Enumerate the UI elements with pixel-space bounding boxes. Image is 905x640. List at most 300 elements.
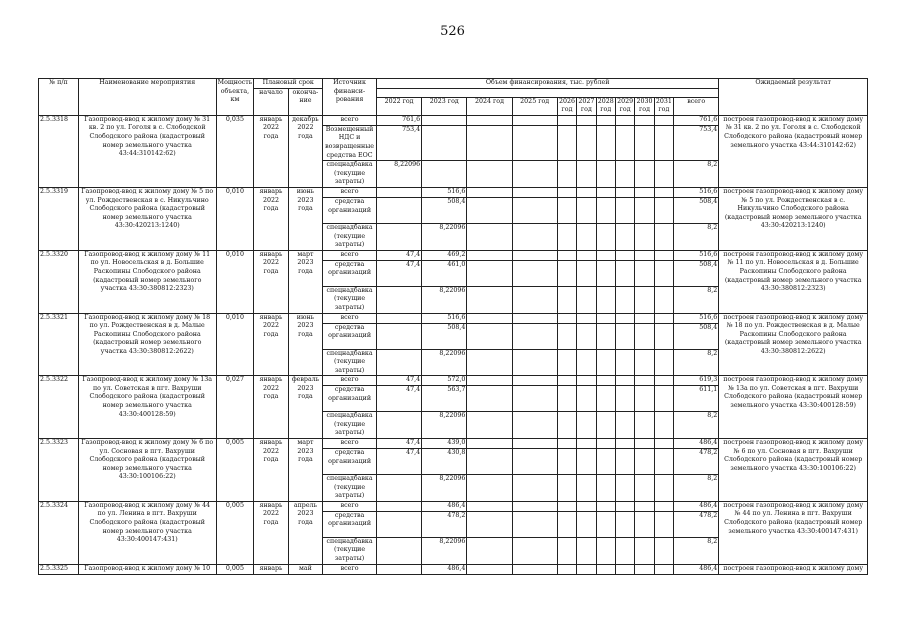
amount-empty [635,349,654,376]
amount-2022: 8,22096 [376,161,421,188]
start-date: январь 2022 года [254,501,288,564]
amount-2023: 486,4 [422,564,467,574]
amount-total: 8,2 [674,223,719,250]
amount-empty [615,313,634,323]
amount-empty [512,386,557,412]
amount-empty [512,260,557,286]
amount-empty [557,511,576,537]
amount-2022 [376,187,421,197]
funding-source: спецнадбавка (текущие затраты) [323,223,377,250]
capacity-value: 0,010 [216,313,254,376]
amount-2022: 761,6 [376,115,421,125]
header-year: 2028 год [596,97,615,115]
amount-empty [512,250,557,260]
amount-empty [596,501,615,511]
amount-2023: 8,22096 [422,412,467,439]
funding-source: всего [323,115,377,125]
capacity-value: 0,027 [216,376,254,439]
amount-2022 [376,511,421,537]
amount-empty [635,115,654,125]
amount-empty [467,475,512,502]
amount-2022 [376,349,421,376]
amount-empty [654,260,673,286]
amount-2022: 47,4 [376,260,421,286]
amount-empty [635,386,654,412]
funding-source: всего [323,564,377,574]
amount-total: 8,2 [674,412,719,439]
amount-empty [596,323,615,349]
amount-empty [512,187,557,197]
amount-empty [577,349,596,376]
amount-empty [557,323,576,349]
amount-empty [512,313,557,323]
amount-empty [557,286,576,313]
amount-empty [467,250,512,260]
amount-empty [577,511,596,537]
amount-2022 [376,197,421,223]
funding-source: средства организаций [323,511,377,537]
amount-2022: 47,4 [376,386,421,412]
amount-empty [467,323,512,349]
amount-empty [635,475,654,502]
amount-empty [467,412,512,439]
header-end: оконча-ние [288,88,322,115]
activity-name: Газопровод-ввод к жилому дому № 13а по ул. Советская в пгт. Вахруши Слободского района (кадастровый номер земельного участка 43:30:400128:59) [78,376,216,439]
funding-source: спецнадбавка (текущие затраты) [323,412,377,439]
start-date: январь [254,564,288,574]
amount-empty [557,197,576,223]
amount-empty [557,313,576,323]
amount-total: 508,4 [674,260,719,286]
amount-empty [467,439,512,449]
amount-empty [577,386,596,412]
amount-empty [596,376,615,386]
amount-empty [577,313,596,323]
end-date: апрель 2023 года [288,501,322,564]
amount-empty [577,501,596,511]
amount-empty [557,386,576,412]
amount-2023: 8,22096 [422,349,467,376]
amount-empty [512,323,557,349]
activity-name: Газопровод-ввод к жилому дому № 44 по ул. Ленина в пгт. Вахруши Слободского района (кадастровый номер земельного участка 43:30:400147:431) [78,501,216,564]
amount-empty [512,125,557,160]
expected-result: построен газопровод-ввод к жилому дому № 13а по ул. Советская в пгт. Вахруши Слободского района (кадастровый номер земельного участка 43:30:400128:59) [719,376,868,439]
row-number: 2.5.3319 [39,187,79,250]
amount-empty [467,501,512,511]
amount-empty [596,349,615,376]
amount-2023: 563,7 [422,386,467,412]
amount-empty [512,376,557,386]
amount-empty [654,501,673,511]
amount-2023: 516,6 [422,187,467,197]
amount-empty [615,260,634,286]
amount-empty [654,197,673,223]
amount-empty [654,511,673,537]
funding-source: средства организаций [323,386,377,412]
amount-2022: 47,4 [376,439,421,449]
amount-empty [557,412,576,439]
amount-total: 753,4 [674,125,719,160]
amount-empty [635,439,654,449]
amount-empty [635,412,654,439]
header-year: 2024 год [467,97,512,115]
amount-total: 478,2 [674,511,719,537]
amount-empty [577,376,596,386]
amount-empty [577,250,596,260]
amount-empty [467,386,512,412]
amount-empty [596,250,615,260]
amount-empty [654,161,673,188]
header-total: всего [674,97,719,115]
expected-result: построен газопровод-ввод к жилому дому № 44 по ул. Ленина в пгт. Вахруши Слободского района (кадастровый номер земельного участка 43:30:400147:431) [719,501,868,564]
amount-empty [557,125,576,160]
amount-empty [635,161,654,188]
table-row [39,187,868,197]
amount-empty [635,449,654,475]
amount-empty [512,564,557,574]
amount-empty [577,412,596,439]
amount-empty [654,475,673,502]
amount-empty [512,449,557,475]
row-number: 2.5.3323 [39,439,79,502]
amount-empty [557,501,576,511]
amount-empty [557,439,576,449]
amount-empty [467,349,512,376]
activity-name: Газопровод-ввод к жилому дому № 5 по ул. Рождественская в с. Никульчино Слободского района (кадастровый номер земельного участка 43:30:420213:1240) [78,187,216,250]
end-date: май [288,564,322,574]
amount-total: 8,2 [674,475,719,502]
expected-result: построен газопровод-ввод к жилому дому № 6 по ул. Сосновая в пгт. Вахруши Слободского района (кадастровый номер земельного участка 43:30:100106:22) [719,439,868,502]
amount-empty [596,286,615,313]
amount-empty [635,197,654,223]
amount-empty [635,501,654,511]
amount-total: 516,6 [674,250,719,260]
amount-empty [467,125,512,160]
funding-source: всего [323,187,377,197]
financing-table [38,78,868,575]
header-year: 2022 год [376,97,421,115]
amount-2022 [376,323,421,349]
amount-empty [615,223,634,250]
amount-empty [654,412,673,439]
amount-total: 486,4 [674,564,719,574]
table-row [39,439,868,449]
amount-2023: 8,22096 [422,286,467,313]
amount-2022 [376,412,421,439]
capacity-value: 0,005 [216,564,254,574]
amount-empty [557,376,576,386]
amount-2023 [422,125,467,160]
amount-empty [596,511,615,537]
amount-2023: 478,2 [422,511,467,537]
amount-empty [615,115,634,125]
amount-empty [467,286,512,313]
amount-empty [577,439,596,449]
amount-empty [596,439,615,449]
amount-empty [467,223,512,250]
amount-empty [577,286,596,313]
end-date: декабрь 2022 года [288,115,322,187]
amount-empty [557,260,576,286]
funding-source: всего [323,501,377,511]
amount-empty [557,349,576,376]
amount-empty [615,412,634,439]
amount-empty [615,197,634,223]
end-date: июнь 2023 года [288,187,322,250]
amount-2022 [376,475,421,502]
header-capacity: Мощность объекта, км [216,79,254,116]
amount-total: 478,2 [674,449,719,475]
amount-2022 [376,223,421,250]
funding-source: средства организаций [323,449,377,475]
funding-source: Возмещенный НДС и возвращенные средства ЕОС [323,125,377,160]
amount-empty [635,537,654,564]
amount-empty [596,564,615,574]
amount-empty [654,323,673,349]
amount-empty [615,501,634,511]
amount-empty [577,223,596,250]
amount-empty [615,125,634,160]
amount-empty [557,475,576,502]
amount-empty [512,161,557,188]
table-row [39,250,868,260]
amount-empty [615,537,634,564]
amount-2023: 508,4 [422,197,467,223]
amount-2022 [376,286,421,313]
header-year: 2029 год [615,97,634,115]
header-num: № п/п [39,79,79,116]
amount-empty [615,511,634,537]
amount-2022: 47,4 [376,376,421,386]
amount-empty [557,187,576,197]
capacity-value: 0,005 [216,501,254,564]
amount-total: 761,6 [674,115,719,125]
amount-empty [557,223,576,250]
amount-empty [615,475,634,502]
table-row [39,501,868,511]
amount-empty [467,260,512,286]
amount-empty [654,349,673,376]
amount-empty [596,197,615,223]
amount-2023: 469,2 [422,250,467,260]
table-body [39,115,868,574]
amount-2022: 753,4 [376,125,421,160]
amount-empty [596,187,615,197]
amount-empty [512,349,557,376]
row-number: 2.5.3320 [39,250,79,313]
amount-empty [577,161,596,188]
amount-2023: 8,22096 [422,475,467,502]
amount-empty [654,286,673,313]
funding-source: всего [323,313,377,323]
capacity-value: 0,035 [216,115,254,187]
amount-empty [596,313,615,323]
amount-empty [615,564,634,574]
header-source: Источник финанси-рования [323,79,377,116]
amount-empty [615,250,634,260]
funding-source: всего [323,250,377,260]
amount-empty [577,197,596,223]
amount-empty [654,449,673,475]
start-date: январь 2022 года [254,439,288,502]
amount-empty [635,250,654,260]
amount-empty [577,537,596,564]
table-row [39,115,868,125]
table-row [39,313,868,323]
amount-empty [512,286,557,313]
funding-source: средства организаций [323,197,377,223]
amount-empty [596,386,615,412]
amount-total: 8,2 [674,537,719,564]
amount-empty [654,386,673,412]
amount-empty [635,313,654,323]
amount-empty [596,260,615,286]
capacity-value: 0,010 [216,187,254,250]
amount-empty [654,537,673,564]
amount-empty [467,313,512,323]
activity-name: Газопровод-ввод к жилому дому № 11 по ул. Новосельская в д. Большие Раскопины Слободского района (кадастровый номер земельного участка 43:30:380812:2323) [78,250,216,313]
amount-empty [467,197,512,223]
header-start: начало [254,88,288,115]
amount-empty [577,187,596,197]
amount-empty [577,323,596,349]
amount-empty [512,439,557,449]
amount-empty [654,376,673,386]
amount-empty [654,250,673,260]
amount-2023: 486,4 [422,501,467,511]
amount-empty [635,323,654,349]
amount-2023 [422,161,467,188]
amount-total: 8,2 [674,349,719,376]
amount-empty [467,115,512,125]
amount-empty [635,223,654,250]
amount-2023: 508,4 [422,323,467,349]
header-year: 2031 год [654,97,673,115]
amount-empty [577,449,596,475]
amount-total: 508,4 [674,323,719,349]
amount-empty [654,223,673,250]
row-number: 2.5.3324 [39,501,79,564]
expected-result: построен газопровод-ввод к жилому дому № 11 по ул. Новосельская в д. Большие Раскопины Слободского района (кадастровый номер земельного участка 43:30:380812:2323) [719,250,868,313]
row-number: 2.5.3322 [39,376,79,439]
amount-empty [596,412,615,439]
amount-empty [596,449,615,475]
row-number: 2.5.3325 [39,564,79,574]
amount-empty [512,537,557,564]
amount-2023: 430,8 [422,449,467,475]
amount-empty [467,564,512,574]
activity-name: Газопровод-ввод к жилому дому № 10 [78,564,216,574]
amount-empty [557,250,576,260]
amount-empty [654,115,673,125]
amount-2023 [422,115,467,125]
funding-source: спецнадбавка (текущие затраты) [323,161,377,188]
amount-2023: 8,22096 [422,537,467,564]
amount-empty [615,323,634,349]
amount-empty [577,260,596,286]
amount-empty [467,161,512,188]
amount-empty [635,125,654,160]
amount-2023: 439,0 [422,439,467,449]
expected-result: построен газопровод-ввод к жилому дому № 31 кв. 2 по ул. Гоголя в с. Слободской Слободского района (кадастровый номер земельного участка 43:44:310142:62) [719,115,868,187]
amount-total: 486,4 [674,439,719,449]
amount-empty [635,260,654,286]
amount-empty [654,313,673,323]
funding-source: спецнадбавка (текущие затраты) [323,286,377,313]
header-year: 2030 год [635,97,654,115]
amount-total: 516,6 [674,187,719,197]
header-year: 2026 год [557,97,576,115]
table-row [39,564,868,574]
end-date: март 2023 года [288,439,322,502]
amount-empty [635,511,654,537]
funding-source: всего [323,439,377,449]
row-number: 2.5.3321 [39,313,79,376]
amount-2023: 8,22096 [422,223,467,250]
amount-empty [512,412,557,439]
amount-total: 611,1 [674,386,719,412]
amount-empty [512,197,557,223]
amount-2022 [376,313,421,323]
amount-empty [557,537,576,564]
funding-source: всего [323,376,377,386]
amount-empty [635,376,654,386]
header-name: Наименование мероприятия [78,79,216,116]
amount-empty [557,564,576,574]
header-year: 2027 год [577,97,596,115]
start-date: январь 2022 года [254,313,288,376]
amount-total: 516,6 [674,313,719,323]
amount-2023: 572,0 [422,376,467,386]
amount-empty [654,439,673,449]
amount-empty [512,475,557,502]
amount-empty [467,511,512,537]
amount-2022 [376,537,421,564]
amount-empty [654,564,673,574]
amount-empty [615,187,634,197]
amount-total: 8,2 [674,161,719,188]
amount-empty [467,537,512,564]
amount-empty [577,564,596,574]
amount-empty [596,125,615,160]
amount-empty [615,349,634,376]
amount-empty [467,376,512,386]
amount-total: 8,2 [674,286,719,313]
amount-total: 619,3 [674,376,719,386]
amount-empty [635,286,654,313]
amount-empty [512,511,557,537]
amount-empty [557,115,576,125]
amount-empty [557,449,576,475]
expected-result: построен газопровод-ввод к жилому дому [719,564,868,574]
amount-2022 [376,564,421,574]
table-row [39,376,868,386]
amount-2022 [376,501,421,511]
end-date: июнь 2023 года [288,313,322,376]
amount-empty [596,475,615,502]
table-header [39,79,868,116]
capacity-value: 0,005 [216,439,254,502]
funding-source: спецнадбавка (текущие затраты) [323,349,377,376]
funding-source: спецнадбавка (текущие затраты) [323,537,377,564]
amount-2023: 461,0 [422,260,467,286]
header-result: Ожидаемый результат [719,79,868,116]
amount-2022: 47,4 [376,449,421,475]
amount-empty [615,386,634,412]
row-number: 2.5.3318 [39,115,79,187]
activity-name: Газопровод-ввод к жилому дому № 31 кв. 2 по ул. Гоголя в с. Слободской Слободского района (кадастровый номер земельного участка 43:44:310142:62) [78,115,216,187]
amount-empty [467,449,512,475]
